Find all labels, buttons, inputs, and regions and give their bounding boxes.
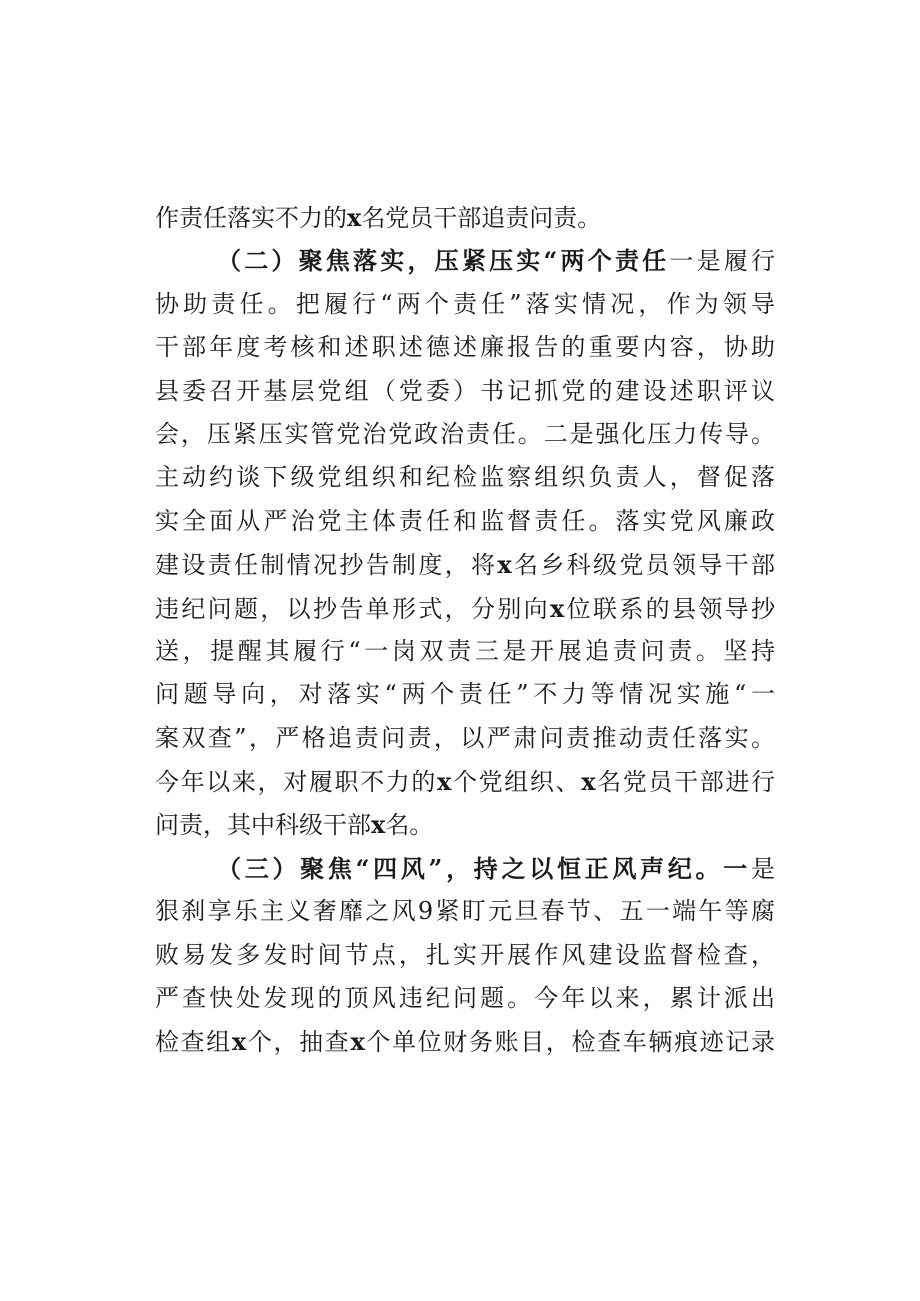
text-line <box>155 456 775 499</box>
text-line <box>155 413 775 456</box>
text-segment: 检查组 <box>155 1028 232 1057</box>
text-segment: 一是履行 <box>669 247 776 276</box>
text-segment: 败易发多发时间节点，扎实开展作风建设监督检查， <box>155 940 775 969</box>
bold-text-segment: （三）聚焦“四风”，持之以恒正风声纪。一 <box>217 853 751 883</box>
text-line <box>155 283 775 326</box>
text-line <box>155 587 775 630</box>
text-line <box>155 630 775 673</box>
text-segment: 位联系的县领导抄 <box>564 594 776 623</box>
text-segment: 问责，其中科级干部 <box>155 811 371 840</box>
text-segment: 名。 <box>385 811 434 840</box>
text-line <box>155 760 775 803</box>
bold-text-segment: x <box>347 203 362 232</box>
text-segment: 案双查”，严格追责问责，以严肃问责推动责任落实。 <box>155 723 775 752</box>
text-line <box>155 326 775 369</box>
text-segment: 名乡科级党员领导干部 <box>511 551 776 580</box>
text-segment: 主动约谈下级党组织和纪检监察组织负责人，督促落 <box>155 463 775 492</box>
text-line <box>155 890 775 933</box>
text-line <box>155 673 775 716</box>
text-line <box>155 803 775 846</box>
text-line <box>155 934 775 977</box>
text-line <box>155 1020 775 1063</box>
text-segment: 建设责任制情况抄告制度，将 <box>155 551 498 580</box>
text-segment: 今年以来，对履职不力的 <box>155 768 438 797</box>
text-segment: 协助责任。把履行“两个责任”落实情况，作为领导 <box>155 289 775 318</box>
text-segment: 会，压紧压实管党治党政治责任。二是强化压力传导。 <box>155 419 775 448</box>
text-segment: 个，抽查 <box>246 1028 351 1057</box>
text-segment: 作责任落实不力的 <box>155 204 347 232</box>
text-line <box>155 370 775 413</box>
bold-text-segment: （二）聚焦落实，压紧压实“两个责任 <box>217 246 670 276</box>
text-line <box>155 543 775 586</box>
text-line <box>155 977 775 1020</box>
bold-text-segment: x <box>231 1027 247 1057</box>
bold-text-segment: x <box>371 810 386 840</box>
text-line <box>155 847 775 890</box>
bold-text-segment: x <box>437 767 452 797</box>
bold-text-segment: x <box>581 767 596 797</box>
text-segment: 问题导向，对落实“两个责任”不力等情况实施“一 <box>155 680 775 709</box>
text-segment: 名党员干部进行 <box>595 768 775 797</box>
text-segment: 狠刹享乐主义奢靡之风9紧盯元旦春节、五一端午等腐 <box>155 897 775 926</box>
text-line <box>155 196 775 239</box>
text-segment: 违纪问题，以抄告单形式，分别向 <box>155 594 551 623</box>
text-line <box>155 239 775 282</box>
text-segment: 干部年度考核和述职述德述廉报告的重要内容，协助 <box>155 333 775 362</box>
text-line <box>155 500 775 543</box>
bold-text-segment: x <box>550 593 565 623</box>
bold-text-segment: x <box>350 1027 365 1057</box>
text-segment: 实全面从严治党主体责任和监督责任。落实党风廉政 <box>155 506 775 535</box>
text-segment: 严查快处发现的顶风违纪问题。今年以来，累计派出 <box>155 984 775 1013</box>
text-line <box>155 717 775 760</box>
text-segment: 个党组织、 <box>451 768 582 797</box>
bold-text-segment: x <box>497 550 512 580</box>
text-segment: 名党员干部追责问责。 <box>361 204 602 232</box>
text-segment: 个单位财务账目，检查车辆痕迹记录 <box>364 1028 775 1057</box>
document-body <box>155 196 775 1064</box>
text-segment: 送，提醒其履行“一岗双责三是开展追责问责。坚持 <box>155 636 775 665</box>
text-segment: 是 <box>751 854 775 883</box>
text-segment: 县委召开基层党组（党委）书记抓党的建设述职评议 <box>155 376 775 405</box>
